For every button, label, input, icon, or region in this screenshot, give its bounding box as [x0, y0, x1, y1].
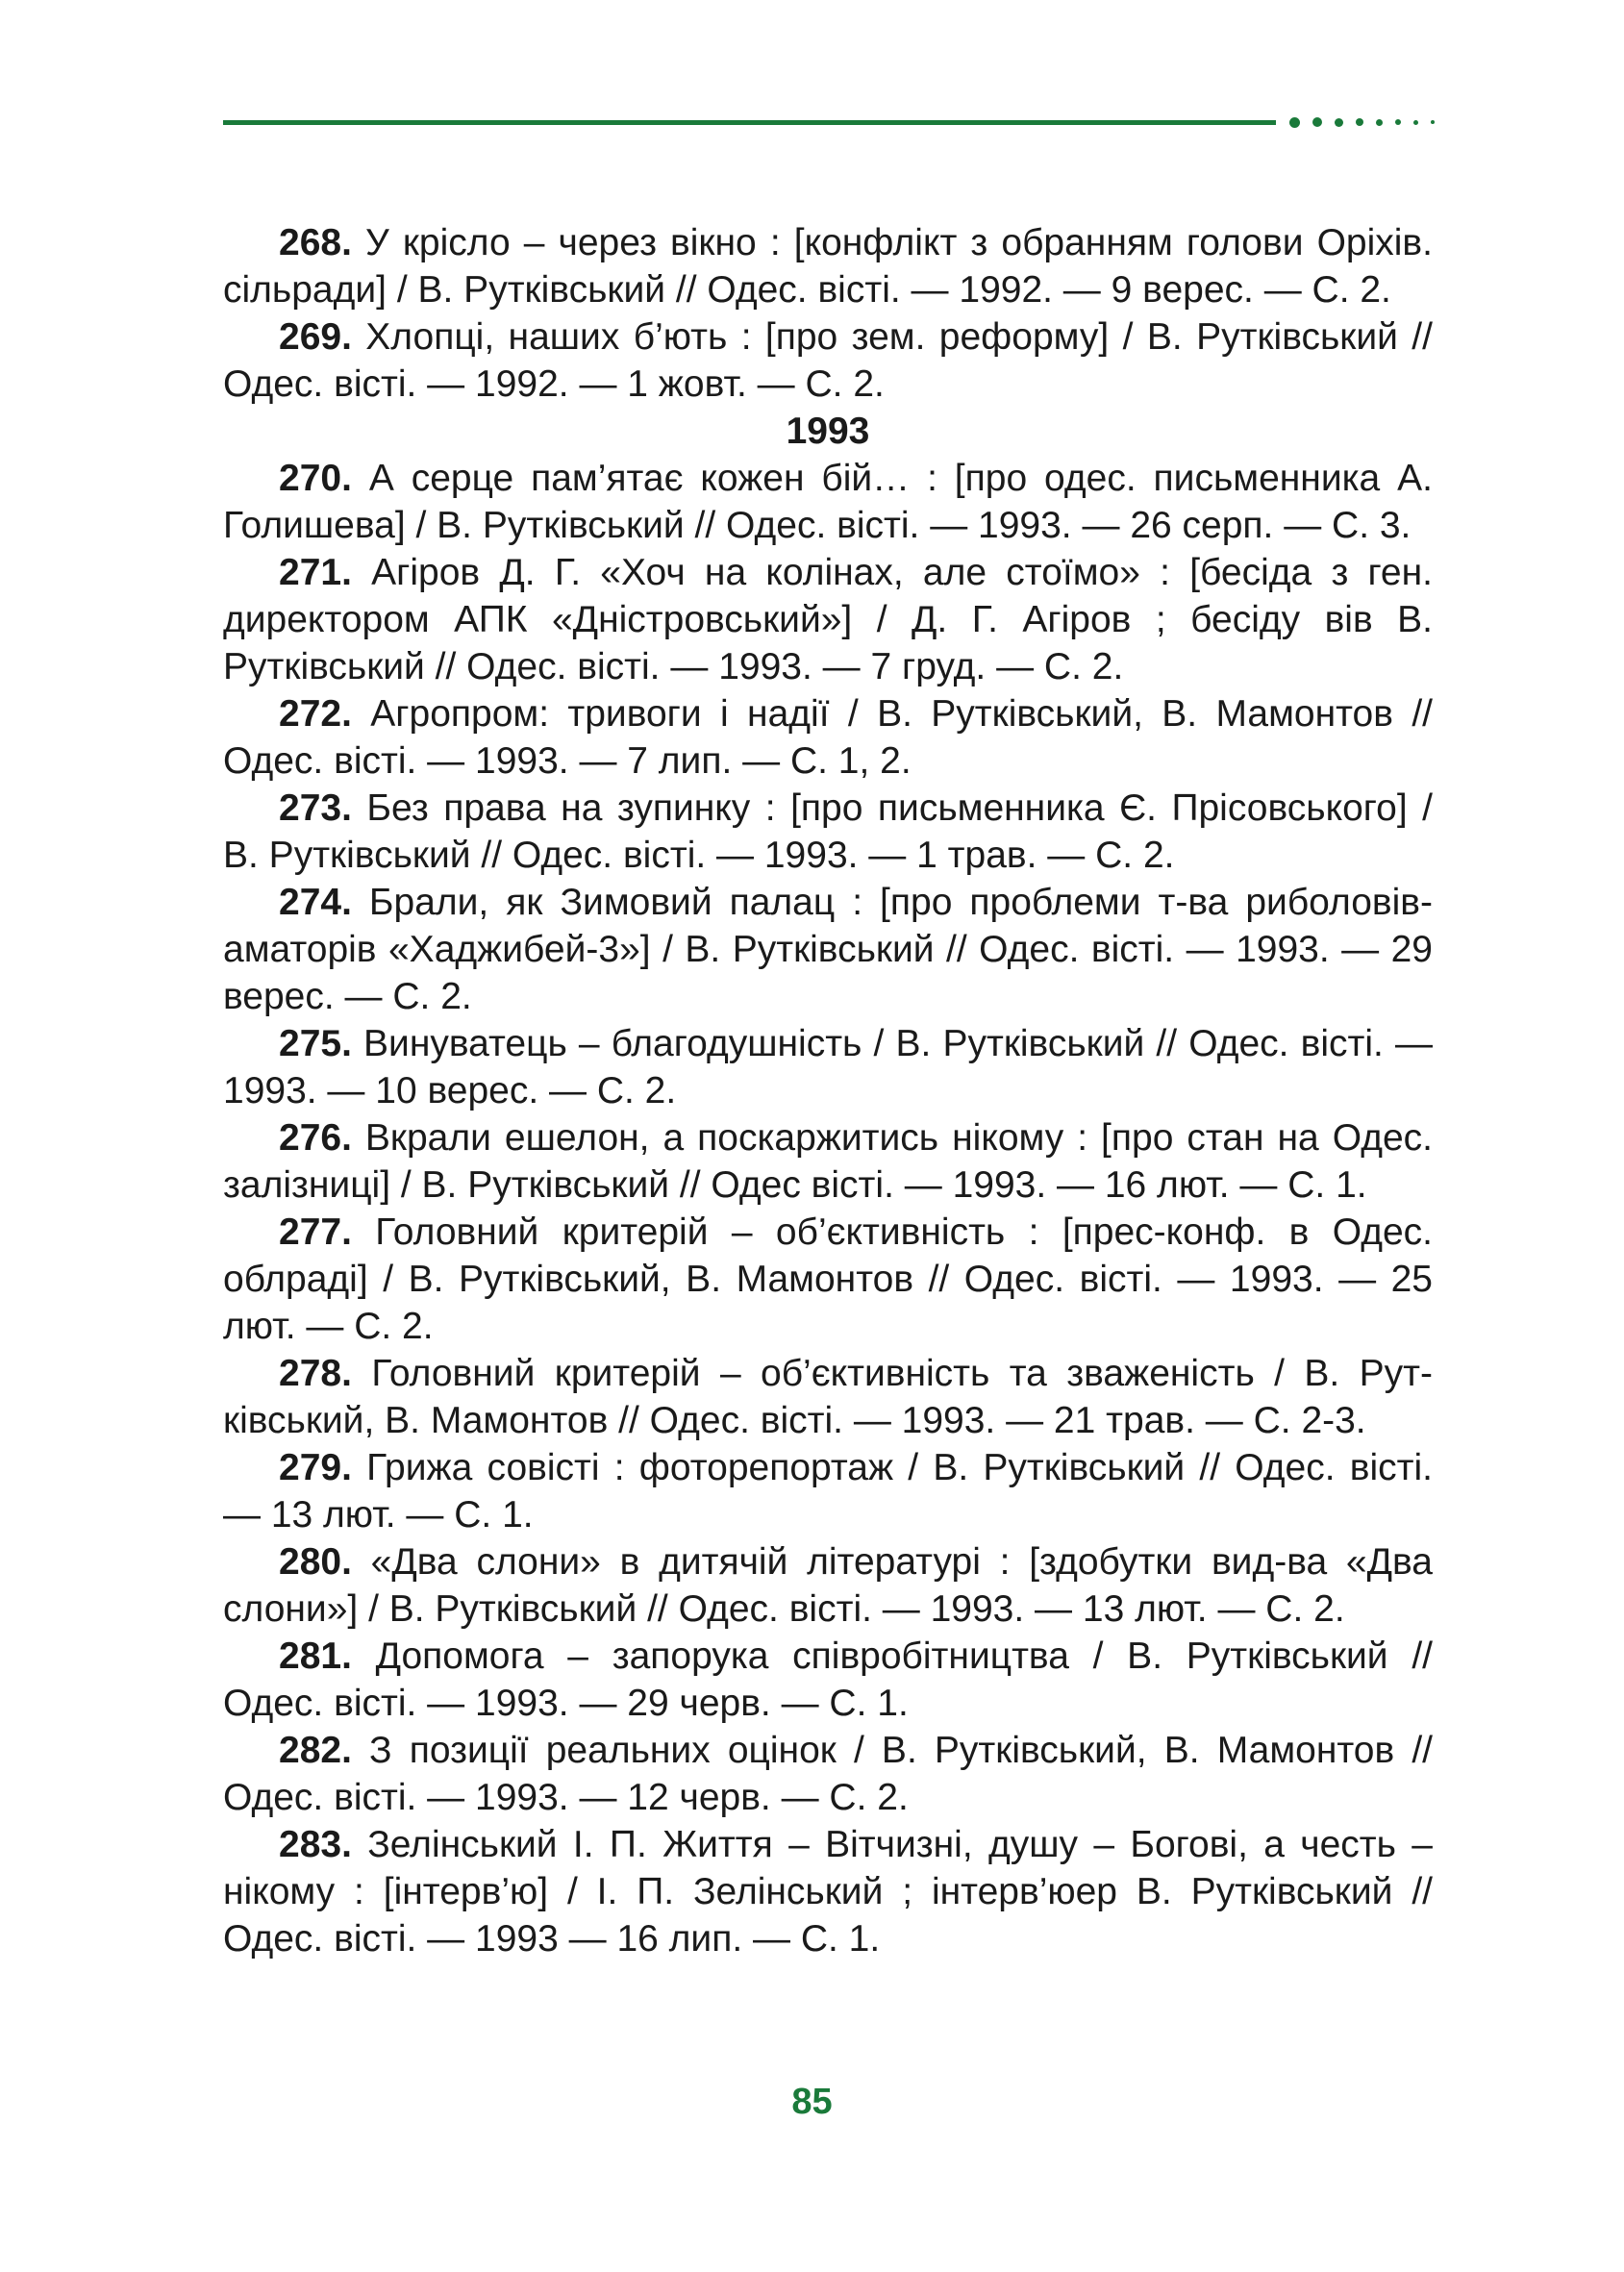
header-rule-dots: [1289, 117, 1447, 128]
rule-dot: [1335, 118, 1343, 127]
entry-text: З позиції реальних оцінок / В. Рутківський, В. Мамонтов // Одес. вісті. — 1993. — 12 черв. — С. 2.: [223, 1730, 1433, 1818]
bibliography-entry: [223, 313, 1433, 408]
entry-text: У крісло – через вікно : [конфлікт з обранням голови Оріхів. сільради] / В. Рутківський // Одес. вісті. — 1992. — 9 верес. — С. 2.: [223, 222, 1433, 311]
entry-text: «Два слони» в дитячій літературі : [здобутки вид-ва «Два слони»] / В. Рутківський // Одес. вісті. — 1993. — 13 лют. — С. 2.: [223, 1541, 1433, 1630]
bibliography-entry: [223, 1821, 1433, 1962]
rule-dot: [1431, 120, 1435, 124]
bibliography-entry: [223, 1209, 1433, 1350]
bibliography-entry: [223, 455, 1433, 549]
bibliography-entry: [223, 879, 1433, 1020]
entry-number: 271.: [279, 552, 352, 593]
bibliography-entry: [223, 1114, 1433, 1209]
rule-dot: [1289, 117, 1300, 128]
rule-dot: [1395, 119, 1401, 125]
entry-text: Брали, як Зимовий палац : [про проблеми т-ва риболовів-аматорів «Хаджибей-3»] / В. Рутківський // Одес. вісті. — 1993. — 29 верес. — С. 2.: [223, 882, 1433, 1017]
bibliography-entry: [223, 1020, 1433, 1114]
entry-text: Зелінський І. П. Життя – Вітчизні, душу – Богові, а честь – нікому : [інтерв’ю] / І. П. Зелінський ; інтерв’юер В. Рутківський // Одес. вісті. — 1993 — 16 лип. — С. 1.: [223, 1824, 1433, 1960]
entry-text: Головний критерій – об’єктивність : [прес-конф. в Одес. облраді] / В. Рутківський, В. Мамонтов // Одес. вісті. — 1993. — 25 лют. — С. 2.: [223, 1211, 1433, 1347]
bibliography-entry: [223, 690, 1433, 785]
entry-text: Хлопці, наших б’ють : [про зем. реформу] / В. Рутківський // Одес. вісті. — 1992. — 1 жовт. — С. 2.: [223, 316, 1433, 405]
entry-number: 281.: [279, 1635, 352, 1677]
bibliography-entry: [223, 549, 1433, 690]
page-number: 85: [791, 2082, 833, 2122]
entry-number: 268.: [279, 222, 352, 263]
entry-number: 277.: [279, 1211, 352, 1253]
entry-number: 272.: [279, 693, 352, 735]
entry-number: 280.: [279, 1541, 352, 1583]
entry-number: 275.: [279, 1023, 352, 1064]
entry-number: 278.: [279, 1353, 352, 1394]
bibliography-content: [223, 219, 1433, 1962]
entry-number: 279.: [279, 1447, 352, 1488]
entry-text: Допомога – запорука співробітництва / В. Рутківський // Одес. вісті. — 1993. — 29 черв. — С. 1.: [223, 1635, 1433, 1724]
bibliography-entry: [223, 1350, 1433, 1444]
rule-dot: [1312, 117, 1322, 127]
header-rule-line: [223, 120, 1276, 125]
entry-text: Агіров Д. Г. «Хоч на колінах, але стоїмо» : [бесіда з ген. директором АПК «Дністровський»] / Д. Г. Агіров ; бесіду вів В. Рутківський // Одес. вісті. — 1993. — 7 груд. — С. 2.: [223, 552, 1433, 687]
year-heading: 1993: [786, 411, 870, 452]
rule-dot: [1356, 118, 1363, 126]
entry-number: 283.: [279, 1824, 352, 1865]
entry-number: 274.: [279, 882, 352, 923]
bibliography-entry: [223, 785, 1433, 879]
header-rule: [223, 119, 1433, 125]
entry-text: Винуватець – благодушність / В. Рутківський // Одес. вісті. — 1993. — 10 верес. — С. 2.: [223, 1023, 1433, 1111]
entry-text: Агропром: тривоги і надії / В. Рутківський, В. Мамонтов // Одес. вісті. — 1993. — 7 лип. — С. 1, 2.: [223, 693, 1433, 782]
entry-number: 276.: [279, 1117, 352, 1159]
bibliography-entry: [223, 1727, 1433, 1821]
entry-number: 282.: [279, 1730, 352, 1771]
rule-dot: [1376, 119, 1383, 126]
entry-text: Грижа совісті : фоторепортаж / В. Рутківський // Одес. вісті. — 13 лют. — С. 1.: [223, 1447, 1434, 1535]
entry-text: Головний критерій – об’єктивність та зваженість / В. Рутківський, В. Мамонтов // Одес. вісті. — 1993. — 21 трав. — С. 2-3.: [223, 1353, 1434, 1441]
entry-text: Вкрали ешелон, а поскаржитись нікому : [про стан на Одес. залізниці] / В. Рутківський // Одес вісті. — 1993. — 16 лют. — С. 1.: [223, 1117, 1433, 1206]
entry-number: 269.: [279, 316, 352, 358]
bibliography-entry: [223, 1633, 1433, 1727]
entry-text: Без права на зупинку : [про письменника Є. Прісовського] / В. Рутківський // Одес. вісті. — 1993. — 1 трав. — С. 2.: [223, 787, 1433, 876]
bibliography-entry: [223, 1538, 1433, 1633]
entry-number: 273.: [279, 787, 352, 829]
bibliography-entry: [223, 1444, 1433, 1538]
entry-text: А серце пам’ятає кожен бій… : [про одес. письменника А. Голишева] / В. Рутківський // Одес. вісті. — 1993. — 26 серп. — С. 3.: [223, 458, 1433, 546]
entry-number: 270.: [279, 458, 352, 499]
bibliography-entry: [223, 219, 1433, 313]
rule-dot: [1413, 120, 1418, 125]
